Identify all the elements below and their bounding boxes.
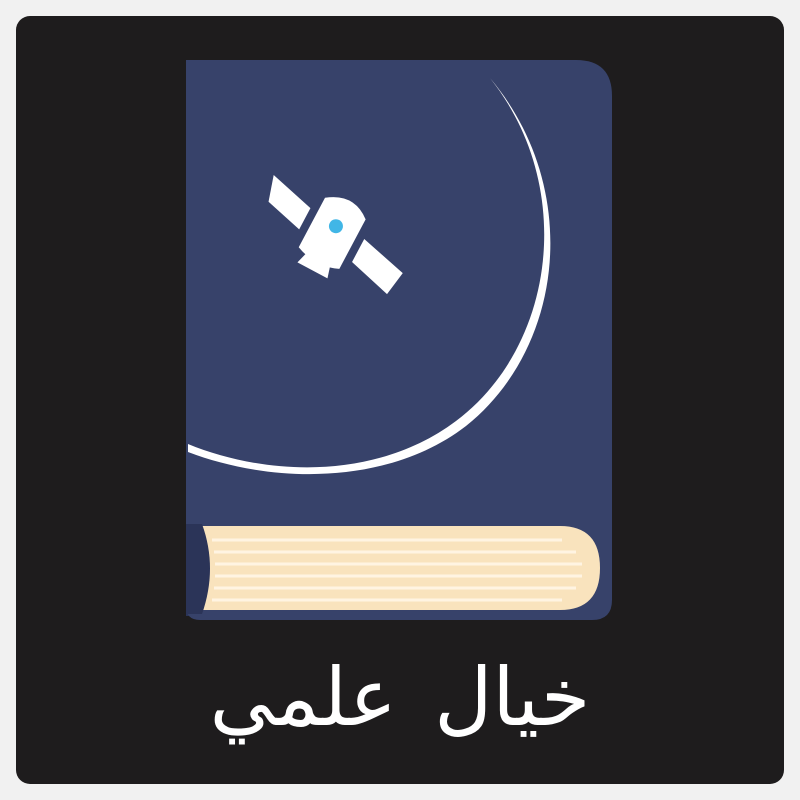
app-title: خيال علمي	[209, 651, 591, 744]
app-icon	[16, 16, 784, 784]
